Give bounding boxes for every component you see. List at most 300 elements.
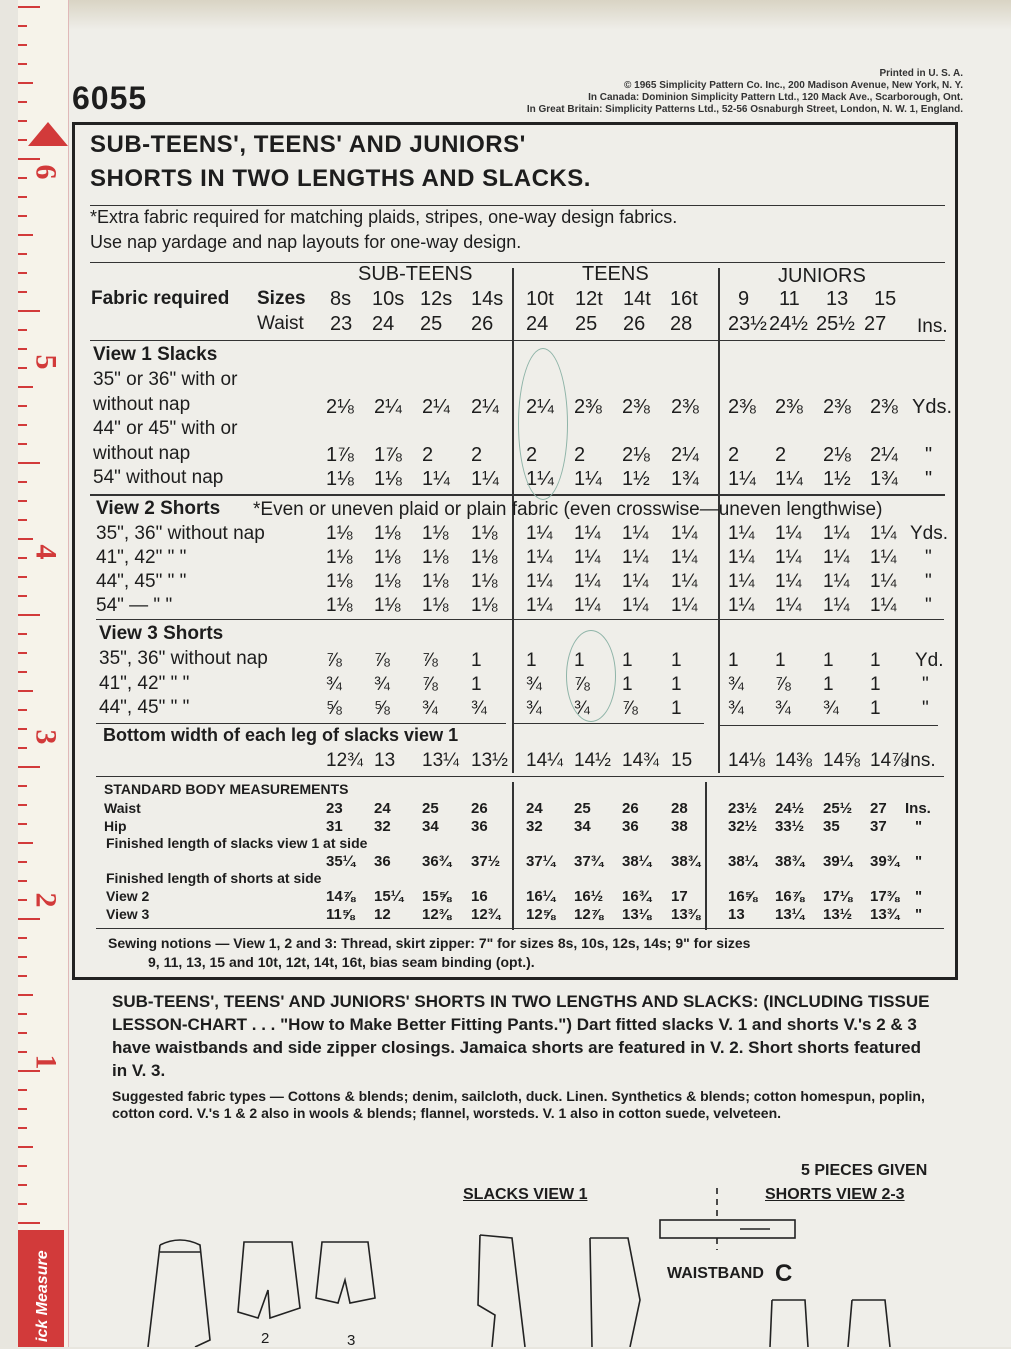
- view2-row1-label: 35", 36" without nap: [96, 523, 265, 544]
- body-waist-cell: 23½: [728, 800, 758, 817]
- body-hip-unit: ": [915, 818, 923, 835]
- divider: [96, 619, 944, 620]
- tape-tick: [18, 348, 27, 350]
- view1-row3-cell: 1¾: [671, 468, 699, 490]
- view2-row1-cell: 1¼: [622, 523, 649, 544]
- view2-row1-cell: 1¼: [526, 523, 553, 544]
- tape-tick: [18, 1051, 27, 1053]
- slacks-view-label: SLACKS VIEW 1: [463, 1186, 588, 1203]
- view-thumb-label: 3: [347, 1332, 356, 1349]
- tape-tick: [18, 1146, 33, 1148]
- body-view2-cell: 16¾: [622, 888, 652, 905]
- waist-header: 23: [330, 313, 353, 335]
- page-title: SUB-TEENS', TEENS' AND JUNIORS' SHORTS IN TWO LENGTHS AND SLACKS.: [90, 131, 591, 192]
- view3-row1-cell: 1: [775, 650, 786, 671]
- view2-row4-cell: 1⅛: [422, 595, 449, 616]
- view2-row2-cell: 1¼: [671, 547, 698, 568]
- tape-tick: [18, 937, 27, 939]
- view1-row1-cell: 2⅛: [326, 396, 354, 418]
- tape-tick: [18, 690, 33, 692]
- bottom-width-cell: 14¼: [526, 750, 563, 771]
- body-waist-cell: 26: [471, 800, 488, 817]
- view2-note: *Even or uneven plaid or plain fabric (even crosswise—uneven lengthwise): [253, 499, 883, 520]
- view3-row1-cell: 1: [526, 650, 537, 671]
- shorts-front-piece: [770, 1300, 808, 1347]
- view1-row2-cell: 2: [526, 444, 538, 466]
- body-view2-cell: 16: [471, 888, 488, 905]
- view3-row1-cell: 1: [823, 650, 834, 671]
- view2-row4-cell: 1¼: [622, 595, 649, 616]
- view1-heading: View 1 Slacks: [93, 344, 218, 365]
- tape-tick: [18, 63, 27, 65]
- view2-row1-unit: Yds.: [910, 523, 949, 544]
- divider: [90, 262, 945, 263]
- bottom-width-heading: Bottom width of each leg of slacks view 1: [103, 725, 459, 745]
- view1-row3-cell: 1¼: [728, 468, 756, 490]
- tape-tick: [18, 975, 27, 977]
- bottom-width-cell: 14½: [574, 750, 611, 771]
- view2-row4-cell: 1¼: [870, 595, 897, 616]
- view3-row2-cell: ⅞: [574, 674, 590, 695]
- view1-row1-cell: 2¼: [422, 396, 450, 418]
- view1-row1-cell: 2¼: [374, 396, 402, 418]
- bottom-width-cell: 13½: [471, 750, 508, 771]
- body-view3-cell: 11⅝: [326, 906, 355, 923]
- view1-row2-cell: 2: [574, 444, 586, 466]
- body-slacks-cell: 38¼: [622, 853, 652, 870]
- waist-label: Waist: [257, 313, 304, 334]
- view2-row3-cell: 1¼: [775, 571, 802, 592]
- view2-row3-cell: 1¼: [728, 571, 755, 592]
- body-slacks-unit: ": [915, 853, 923, 870]
- view1-row3-cell: 1½: [622, 468, 650, 490]
- view-thumb-label: 2: [261, 1330, 270, 1347]
- tape-tick: [18, 747, 27, 749]
- view1-row2-cell: 2⅛: [823, 444, 851, 466]
- body-view3-cell: 13¼: [775, 906, 805, 923]
- waist-header: 26: [471, 313, 494, 335]
- size-header: 16t: [670, 288, 698, 310]
- view2-row1-cell: 1⅛: [471, 523, 498, 544]
- body-view3-cell: 12⅝: [526, 906, 556, 923]
- view1-row1-unit: Yds.: [912, 396, 953, 418]
- divider: [96, 723, 506, 724]
- sewing-notions: Sewing notions — View 1, 2 and 3: Thread, skirt zipper: 7" for sizes 8s, 10s, 12s, 14s; 9" for sizes 9, 11, 13, 15 and 10t, 12t, 14t, 16t, bias seam binding (opt.).: [108, 935, 751, 970]
- tape-number: 3: [29, 729, 63, 745]
- body-waist-cell: 23: [326, 800, 343, 817]
- measuring-tape: [18, 0, 69, 1347]
- fabric-required-label: Fabric required: [91, 288, 230, 309]
- view3-row3-cell: 1: [671, 698, 682, 719]
- waist-header: 26: [623, 313, 646, 335]
- view2-row2-cell: 1¼: [823, 547, 850, 568]
- body-view2-cell: 17⅛: [823, 888, 853, 905]
- bottom-width-cell: 15: [671, 750, 693, 771]
- body-hip-cell: 34: [574, 818, 591, 835]
- view1-row3-cell: 1¼: [775, 468, 803, 490]
- pencil-circle: [518, 348, 568, 500]
- view2-row3-cell: 1⅛: [422, 571, 449, 592]
- body-waist-cell: 24: [374, 800, 391, 817]
- view2-row2-cell: 1¼: [870, 547, 897, 568]
- waist-header: 25½: [816, 313, 855, 335]
- bottom-width-cell: 14⅝: [823, 750, 860, 771]
- tape-tick: [18, 994, 33, 996]
- body-slacks-cell: 37¼: [526, 853, 556, 870]
- waistband-letter: C: [775, 1260, 793, 1287]
- body-view3-cell: 12⅜: [422, 906, 452, 923]
- body-hip-cell: 37: [870, 818, 887, 835]
- divider: [90, 340, 945, 341]
- view1-row2-label2: without nap: [93, 443, 191, 464]
- size-header: 12s: [420, 288, 453, 310]
- view2-row3-unit: ": [925, 571, 932, 592]
- size-header: 10s: [372, 288, 405, 310]
- body-view3-cell: 13⅜: [671, 906, 701, 923]
- tape-tick: [18, 557, 27, 559]
- view3-row2-cell: 1: [671, 674, 682, 695]
- tape-tick: [18, 576, 27, 578]
- shorts-length-label: Finished length of shorts at side: [106, 870, 322, 886]
- tape-tick: [18, 899, 27, 901]
- body-slacks-cell: 38¼: [728, 853, 758, 870]
- body-waist-label: Waist: [104, 800, 141, 816]
- tape-number: 2: [29, 892, 63, 908]
- body-view3-cell: 13: [728, 906, 745, 923]
- body-view3-cell: 13¾: [870, 906, 900, 923]
- body-hip-cell: 38: [671, 818, 688, 835]
- view2-row1-cell: 1¼: [574, 523, 601, 544]
- view2-row4-cell: 1¼: [775, 595, 802, 616]
- copyright-block: Printed in U. S. A. © 1965 Simplicity Pattern Co. Inc., 200 Madison Avenue, New York, N. Y. In Canada: Dominion Simplicity Pattern Ltd., 120 Mack Ave., Scarborough, Ont. In Great Britain: Simplicity Patterns Ltd., 52-56 Osnaburgh Street, London, N. W. 1, England.: [526, 68, 963, 115]
- tape-tick: [18, 443, 27, 445]
- tape-tick: [18, 880, 27, 882]
- view2-row1-cell: 1¼: [728, 523, 755, 544]
- view1-row3-cell: 1¼: [526, 468, 554, 490]
- tape-tick: [18, 766, 40, 768]
- view1-row1-cell: 2⅜: [574, 396, 602, 418]
- waist-header: 25: [575, 313, 598, 335]
- column-divider: [512, 782, 514, 930]
- tape-tick: [18, 709, 27, 711]
- view3-row2-cell: ¾: [526, 674, 542, 695]
- view3-row2-cell: ¾: [326, 674, 342, 695]
- view2-row2-cell: 1¼: [775, 547, 802, 568]
- view1-row3-cell: 1¾: [870, 468, 898, 490]
- tape-tick: [18, 25, 27, 27]
- body-hip-cell: 34: [422, 818, 439, 835]
- tape-tick: [18, 823, 27, 825]
- view2-row3-cell: 1¼: [823, 571, 850, 592]
- view2-row1-cell: 1¼: [671, 523, 698, 544]
- view2-heading: View 2 Shorts: [96, 498, 221, 519]
- view1-row2-cell: 2¼: [671, 444, 699, 466]
- size-header: 15: [874, 288, 897, 310]
- view1-row1-cell: 2¼: [471, 396, 499, 418]
- view3-row3-cell: ¾: [422, 698, 438, 719]
- view2-row2-cell: 1¼: [622, 547, 649, 568]
- bottom-width-cell: 14⅞: [870, 750, 907, 771]
- body-waist-cell: 25: [422, 800, 439, 817]
- view2-row2-cell: 1¼: [526, 547, 553, 568]
- view2-row3-cell: 1¼: [574, 571, 601, 592]
- slacks-length-label: Finished length of slacks view 1 at side: [106, 835, 368, 851]
- tape-tick: [18, 234, 33, 236]
- view2-row2-cell: 1⅛: [374, 547, 401, 568]
- view2-row1-cell: 1⅛: [374, 523, 401, 544]
- bottom-width-cell: 13: [374, 750, 396, 771]
- view2-row4-unit: ": [925, 595, 932, 616]
- view1-row2-cell: 1⅞: [374, 444, 402, 466]
- body-waist-cell: 24: [526, 800, 543, 817]
- view2-row1-cell: 1¼: [823, 523, 850, 544]
- tape-tick: [18, 785, 27, 787]
- body-view3-label: View 3: [106, 906, 150, 922]
- view2-row2-cell: 1⅛: [471, 547, 498, 568]
- view3-row1-unit: Yd.: [915, 650, 944, 671]
- view1-row3-cell: 1¼: [574, 468, 602, 490]
- view2-row1-cell: 1⅛: [326, 523, 353, 544]
- view2-row1-cell: 1⅛: [422, 523, 449, 544]
- bottom-width-cell: 14¾: [622, 750, 659, 771]
- view3-row2-cell: ¾: [728, 674, 744, 695]
- body-hip-cell: 36: [622, 818, 639, 835]
- view1-row2-cell: 2⅛: [622, 444, 650, 466]
- tape-tick: [18, 1165, 27, 1167]
- tape-tick: [18, 386, 33, 388]
- view1-row2-label: 44" or 45" with or: [93, 418, 238, 439]
- view2-row3-cell: 1¼: [870, 571, 897, 592]
- divider: [96, 928, 944, 929]
- tape-tick: [18, 1222, 40, 1224]
- bottom-width-cell: 14⅜: [775, 750, 812, 771]
- view2-row3-cell: 1⅛: [471, 571, 498, 592]
- tape-tick: [18, 671, 27, 673]
- body-hip-cell: 32½: [728, 818, 758, 835]
- view2-row4-cell: 1¼: [574, 595, 601, 616]
- view1-row2-cell: 2¼: [870, 444, 898, 466]
- view2-row3-cell: 1⅛: [326, 571, 353, 592]
- body-waist-unit: Ins.: [905, 800, 931, 817]
- view2-row4-cell: 1¼: [671, 595, 698, 616]
- view1-row3-unit: ": [925, 468, 933, 490]
- body-slacks-cell: 39¾: [870, 853, 900, 870]
- body-slacks-cell: 35¼: [326, 853, 356, 870]
- view1-row2-cell: 2: [471, 444, 483, 466]
- body-view2-cell: 16½: [574, 888, 604, 905]
- tape-tick: [18, 310, 40, 312]
- view3-row2-cell: ¾: [374, 674, 390, 695]
- view1-row2-cell: 1⅞: [326, 444, 354, 466]
- tape-tick: [18, 215, 27, 217]
- view2-row3-cell: 1¼: [622, 571, 649, 592]
- body-slacks-cell: 38¾: [775, 853, 805, 870]
- view3-row3-cell: ⅝: [374, 698, 390, 719]
- waist-header: 27: [864, 313, 887, 335]
- view2-row2-cell: 1⅛: [422, 547, 449, 568]
- body-view2-label: View 2: [106, 888, 150, 904]
- tape-tick: [18, 481, 27, 483]
- view1-row1-cell: 2⅜: [671, 396, 699, 418]
- tape-tick: [18, 196, 27, 198]
- tape-tick: [18, 538, 33, 540]
- tape-tick: [18, 1013, 27, 1015]
- view2-row2-cell: 1¼: [728, 547, 755, 568]
- view2-row2-unit: ": [925, 547, 932, 568]
- view1-row1-label2: without nap: [93, 394, 191, 415]
- column-divider: [705, 782, 707, 930]
- view1-row1-cell: 2¼: [526, 396, 554, 418]
- waist-header: 24: [526, 313, 549, 335]
- body-hip-cell: 36: [471, 818, 488, 835]
- view1-row3-label: 54" without nap: [93, 467, 224, 488]
- bottom-width-unit: Ins.: [905, 750, 936, 771]
- waist-header: 24: [372, 313, 395, 335]
- shorts-view-label: SHORTS VIEW 2-3: [765, 1186, 905, 1203]
- view3-row3-cell: ⅞: [622, 698, 638, 719]
- view3-row1-cell: 1: [671, 650, 682, 671]
- body-view3-unit: ": [915, 906, 923, 923]
- view1-row1-cell: 2⅜: [823, 396, 851, 418]
- tape-tick: [18, 1108, 27, 1110]
- tape-tick: [18, 424, 27, 426]
- view3-row1-cell: 1: [574, 650, 585, 671]
- tape-tick: [18, 139, 27, 141]
- body-view3-cell: 12⅞: [574, 906, 604, 923]
- bottom-width-cell: 12¾: [326, 750, 363, 771]
- tape-triangle-marker: [28, 122, 68, 146]
- pattern-piece-drawings: [140, 1180, 960, 1347]
- tape-tick: [18, 44, 27, 46]
- view2-row4-cell: 1⅛: [326, 595, 353, 616]
- view3-row1-label: 35", 36" without nap: [99, 648, 268, 669]
- view3-row1-cell: ⅞: [326, 650, 342, 671]
- body-view2-cell: 17⅜: [870, 888, 900, 905]
- body-view3-cell: 12: [374, 906, 391, 923]
- body-view2-cell: 16⅞: [775, 888, 805, 905]
- tape-tick: [18, 842, 33, 844]
- size-header: 9: [738, 288, 750, 310]
- tape-tick: [18, 1089, 27, 1091]
- jamaica-shorts-thumbnail: [238, 1242, 300, 1318]
- view2-row4-cell: 1¼: [526, 595, 553, 616]
- group-juniors: JUNIORS: [778, 265, 866, 287]
- tape-tick: [18, 329, 27, 331]
- body-measurements-heading: STANDARD BODY MEASUREMENTS: [104, 781, 349, 797]
- body-view2-unit: ": [915, 888, 923, 905]
- view1-row1-cell: 2⅜: [775, 396, 803, 418]
- body-hip-label: Hip: [104, 818, 127, 834]
- view1-row2-unit: ": [925, 444, 933, 466]
- bottom-width-cell: 13¼: [422, 750, 459, 771]
- view1-row1-label: 35" or 36" with or: [93, 369, 238, 390]
- tape-tick: [18, 120, 27, 122]
- waistband-piece: [660, 1220, 795, 1238]
- view2-row3-cell: 1¼: [671, 571, 698, 592]
- body-slacks-cell: 36¾: [422, 853, 452, 870]
- pencil-circle: [566, 630, 616, 722]
- view2-row4-cell: 1⅛: [374, 595, 401, 616]
- view2-row4-cell: 1¼: [728, 595, 755, 616]
- view3-row1-cell: 1: [622, 650, 633, 671]
- slacks-front-piece: [478, 1235, 525, 1347]
- body-waist-cell: 25: [574, 800, 591, 817]
- size-header: 8s: [330, 288, 352, 310]
- short-shorts-thumbnail: [316, 1242, 375, 1303]
- body-hip-cell: 35: [823, 818, 840, 835]
- tape-tick: [18, 500, 27, 502]
- view1-row3-cell: 1¼: [471, 468, 499, 490]
- body-waist-cell: 25½: [823, 800, 853, 817]
- body-slacks-cell: 38¾: [671, 853, 701, 870]
- tape-tick: [18, 1203, 27, 1205]
- view3-row2-cell: 1: [870, 674, 881, 695]
- suggested-fabrics: Suggested fabric types — Cottons & blends; denim, sailcloth, duck. Linen. Synthetics & blends; cotton homespun, poplin, cotton cord. V.'s 1 & 2 also in wools & blends; flannel, worsteds. V. 1 also in cotton suede, velveteen.: [112, 1088, 925, 1121]
- tape-tick: [18, 367, 27, 369]
- view1-row3-cell: 1⅛: [326, 468, 354, 490]
- body-view2-cell: 15¼: [374, 888, 404, 905]
- view1-row1-cell: 2⅜: [870, 396, 898, 418]
- tape-tick: [18, 614, 40, 616]
- view3-row2-unit: ": [922, 674, 929, 695]
- view2-row1-cell: 1¼: [775, 523, 802, 544]
- divider: [514, 723, 704, 724]
- tape-tick: [18, 519, 27, 521]
- tape-tick: [18, 956, 27, 958]
- group-subteens: SUB-TEENS: [358, 263, 473, 285]
- tape-tick: [18, 1184, 27, 1186]
- body-view2-cell: 16¼: [526, 888, 556, 905]
- body-view3-cell: 12¾: [471, 906, 501, 923]
- view2-row3-cell: 1¼: [526, 571, 553, 592]
- view2-row4-label: 54" — " ": [96, 595, 173, 616]
- divider: [90, 494, 945, 496]
- tape-tick: [18, 728, 27, 730]
- tape-tick: [18, 6, 40, 8]
- envelope-flap-edge: [18, 0, 1011, 30]
- view2-row2-cell: 1⅛: [326, 547, 353, 568]
- size-header: 10t: [526, 288, 554, 310]
- body-hip-cell: 32: [526, 818, 543, 835]
- size-header: 13: [826, 288, 849, 310]
- view3-row2-cell: ⅞: [422, 674, 438, 695]
- view3-row3-cell: ¾: [471, 698, 487, 719]
- tape-tick: [18, 1032, 27, 1034]
- tape-tick: [18, 158, 40, 160]
- body-view2-cell: 14⅞: [326, 888, 356, 905]
- view3-row3-cell: ¾: [728, 698, 744, 719]
- body-hip-cell: 32: [374, 818, 391, 835]
- view3-row2-label: 41", 42" " ": [99, 673, 190, 694]
- tape-tick: [18, 918, 40, 920]
- view2-row1-cell: 1¼: [870, 523, 897, 544]
- view3-row3-cell: ¾: [526, 698, 542, 719]
- body-slacks-cell: 39¼: [823, 853, 853, 870]
- view3-row3-cell: ¾: [775, 698, 791, 719]
- tape-number: 4: [29, 544, 63, 560]
- view1-row3-cell: 1½: [823, 468, 851, 490]
- ins-label: Ins.: [917, 316, 948, 337]
- tape-tick: [18, 633, 27, 635]
- tape-tick: [18, 1070, 40, 1072]
- size-header: 14s: [471, 288, 504, 310]
- pattern-number: 6055: [72, 80, 148, 116]
- view1-row2-cell: 2: [728, 444, 740, 466]
- slacks-thumbnail: [148, 1240, 210, 1347]
- body-waist-cell: 26: [622, 800, 639, 817]
- extra-fabric-note: *Extra fabric required for matching plaids, stripes, one-way design fabrics. Use nap yardage and nap layouts for one-way design.: [90, 207, 678, 252]
- view1-row3-cell: 1⅛: [374, 468, 402, 490]
